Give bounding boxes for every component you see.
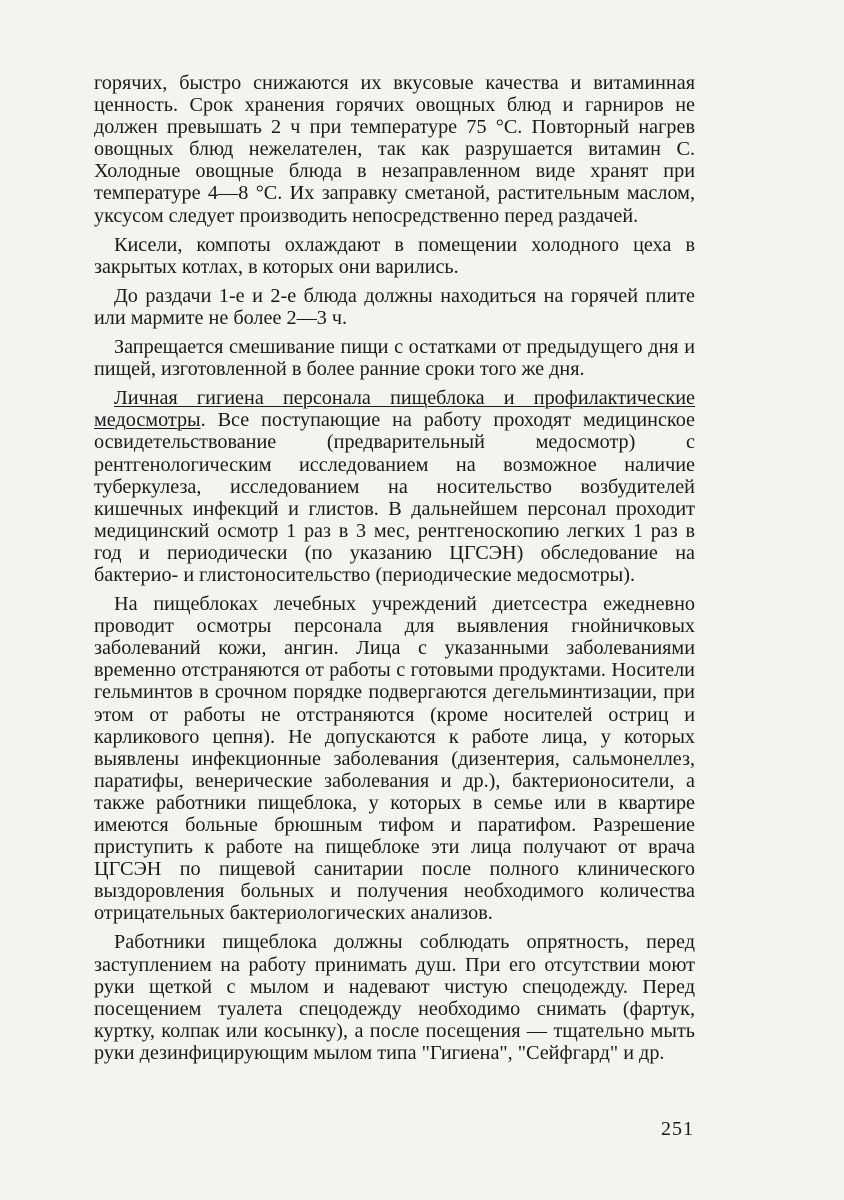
body-text	[94, 72, 695, 1071]
paragraph-hygiene	[94, 387, 695, 586]
paragraph-hygiene-text: . Все поступающие на работу проходят медицинское освидетельствование (предварительный медосмотр) с рентгенологическим исследованием на возможное наличие туберкулеза, исследованием на носительство возбудителей кишечных инфекций и глистов. В дальнейшем персонал проходит медицинский осмотр 1 раз в 3 мес, рентгеноскопию легких 1 раз в год и периодически (по указанию ЦГСЭН) обследование на бактерио- и глистоносительство (периодические медосмотры).	[94, 409, 695, 586]
paragraph-kiseli: Кисели, компоты охлаждают в помещении холодного цеха в закрытых котлах, в которых они варились.	[94, 233, 695, 278]
page-number: 251	[661, 1118, 694, 1140]
paragraph-inspections: На пищеблоках лечебных учреждений диетсестра ежедневно проводит осмотры персонала для выявления гнойничковых заболеваний кожи, ангин. Лица с указанными заболеваниями временно отстраняются от работы с готовыми продуктами. Носители гельминтов в срочном порядке подвергаются дегельминтизации, при этом от работы не отстраняются (кроме носителей остриц и карликового цепня). Не допускаются к работе лица, у которых выявлены инфекционные заболевания (дизентерия, сальмонеллез, паратифы, венерические заболевания и др.), бактерионосители, а также работники пищеблока, у которых в семье или в квартире имеются больные брюшным тифом и паратифом. Разрешение приступить к работе на пищеблоке эти лица получают от врача ЦГСЭН по пищевой санитарии после полного клинического выздоровления больных и получения необходимого количества отрицательных бактериологических анализов.	[94, 593, 695, 925]
paragraph-workers: Работники пищеблока должны соблюдать опрятность, перед заступлением на работу принимать душ. При его отсутствии моют руки щеткой с мылом и надевают чистую спецодежду. Перед посещением туалета спецодежду необходимо снимать (фартук, куртку, колпак или косынку), а после посещения — тщательно мыть руки дезинфицирующим мылом типа "Гигиена", "Сейфгард" и др.	[94, 931, 695, 1064]
section-heading: Личная гигиена персонала пищеблока и профилактические медосмотры	[94, 387, 695, 432]
paragraph-continuation: горячих, быстро снижаются их вкусовые качества и витаминная ценность. Срок хранения горячих овощных блюд и гарниров не должен превышать 2 ч при температуре 75 °С. Повторный нагрев овощных блюд нежелателен, так как разрушается витамин С. Холодные овощные блюда в незаправленном виде хранят при температуре 4—8 °С. Их заправку сметаной, растительным маслом, уксусом следует производить непосредственно перед раздачей.	[94, 72, 695, 227]
paragraph-razdacha: До раздачи 1-е и 2-е блюда должны находиться на горячей плите или мармите не более 2—3 ч.	[94, 284, 695, 329]
paragraph-zapreshchaetsya: Запрещается смешивание пищи с остатками от предыдущего дня и пищей, изготовленной в более ранние сроки того же дня.	[94, 336, 695, 381]
